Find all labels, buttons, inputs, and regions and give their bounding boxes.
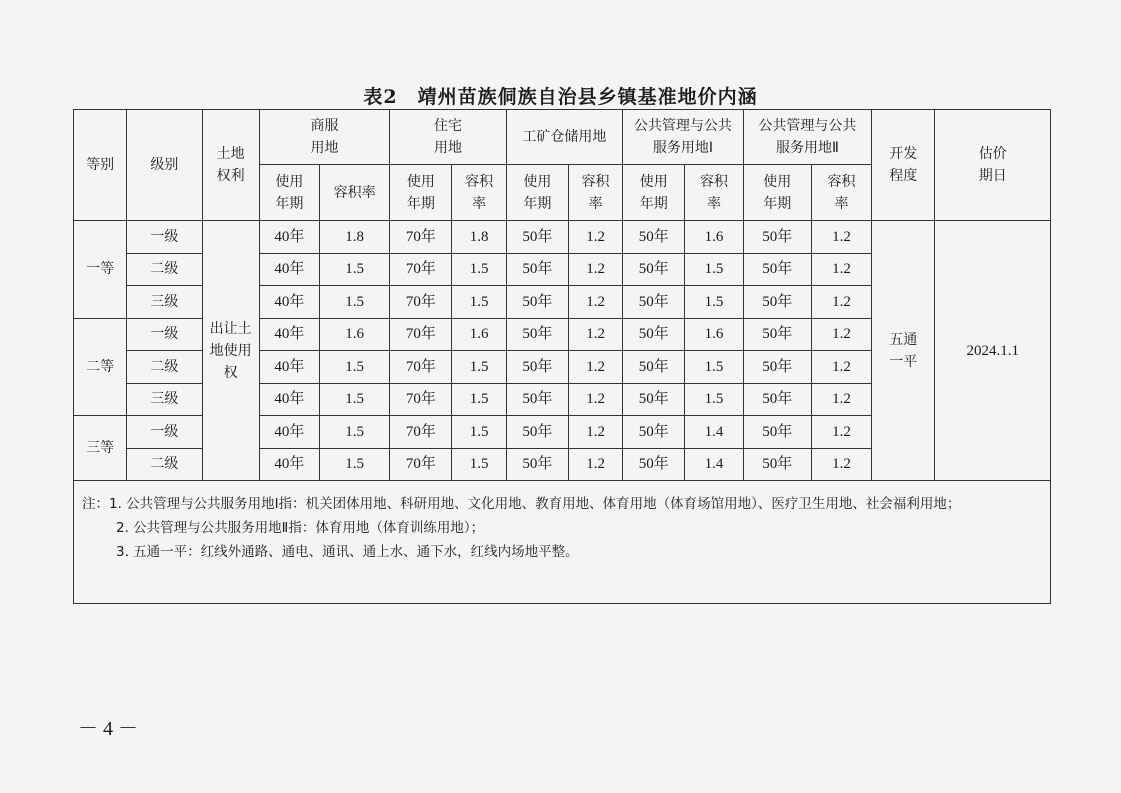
far-cell: 1.2: [811, 286, 871, 319]
far-cell: 1.5: [452, 286, 506, 319]
far-cell: 1.5: [319, 286, 389, 319]
term-cell: 50年: [506, 286, 568, 319]
header-public-1: 公共管理与公共 服务用地Ⅰ: [623, 110, 743, 165]
term-cell: 50年: [623, 448, 685, 481]
far-cell: 1.6: [685, 221, 743, 254]
level-cell: 三级: [127, 286, 202, 319]
term-cell: 50年: [743, 253, 811, 286]
term-cell: 50年: [623, 286, 685, 319]
level-cell: 二级: [127, 351, 202, 384]
subheader-term: 使用 年期: [623, 165, 685, 221]
grade-cell: 三等: [74, 416, 127, 481]
far-cell: 1.5: [685, 286, 743, 319]
level-cell: 一级: [127, 318, 202, 351]
header-residential: 住宅 用地: [390, 110, 506, 165]
far-cell: 1.5: [685, 383, 743, 416]
term-cell: 50年: [743, 286, 811, 319]
term-cell: 40年: [259, 448, 319, 481]
far-cell: 1.5: [452, 416, 506, 449]
level-cell: 一级: [127, 416, 202, 449]
level-cell: 二级: [127, 253, 202, 286]
subheader-far: 容积 率: [568, 165, 622, 221]
far-cell: 1.6: [319, 318, 389, 351]
term-cell: 50年: [506, 318, 568, 351]
far-cell: 1.5: [452, 253, 506, 286]
far-cell: 1.2: [568, 286, 622, 319]
term-cell: 70年: [390, 286, 452, 319]
header-public-2: 公共管理与公共 服务用地Ⅱ: [743, 110, 872, 165]
term-cell: 40年: [259, 318, 319, 351]
header-industrial: 工矿仓储用地: [506, 110, 622, 165]
far-cell: 1.2: [811, 318, 871, 351]
header-level: 级别: [127, 110, 202, 221]
far-cell: 1.2: [568, 318, 622, 351]
grade-cell: 二等: [74, 318, 127, 416]
level-cell: 二级: [127, 448, 202, 481]
page-title: 表2 靖州苗族侗族自治县乡镇基准地价内涵: [363, 86, 758, 108]
header-grade: 等别: [74, 110, 127, 221]
land-right-cell: 出让土 地使用 权: [202, 221, 259, 481]
term-cell: 70年: [390, 383, 452, 416]
term-cell: 70年: [390, 318, 452, 351]
subheader-term: 使用 年期: [743, 165, 811, 221]
term-cell: 50年: [506, 416, 568, 449]
header-commercial: 商服 用地: [259, 110, 390, 165]
date-cell: 2024.1.1: [935, 221, 1051, 481]
far-cell: 1.5: [452, 448, 506, 481]
note-1: 注：1. 公共管理与公共服务用地Ⅰ指：机关团体用地、科研用地、文化用地、教育用地、体育用地（体育场馆用地）、医疗卫生用地、社会福利用地；: [82, 496, 961, 512]
term-cell: 40年: [259, 383, 319, 416]
far-cell: 1.2: [811, 383, 871, 416]
term-cell: 50年: [743, 448, 811, 481]
far-cell: 1.2: [811, 448, 871, 481]
far-cell: 1.5: [685, 253, 743, 286]
term-cell: 50年: [743, 318, 811, 351]
far-cell: 1.2: [811, 416, 871, 449]
term-cell: 50年: [743, 383, 811, 416]
header-dev: 开发 程度: [872, 110, 935, 221]
far-cell: 1.2: [568, 416, 622, 449]
term-cell: 50年: [623, 383, 685, 416]
far-cell: 1.2: [811, 253, 871, 286]
term-cell: 50年: [506, 383, 568, 416]
term-cell: 50年: [506, 351, 568, 384]
term-cell: 70年: [390, 448, 452, 481]
subheader-far: 容积 率: [452, 165, 506, 221]
far-cell: 1.8: [452, 221, 506, 254]
subheader-term: 使用 年期: [390, 165, 452, 221]
subheader-far: 容积 率: [811, 165, 871, 221]
far-cell: 1.5: [319, 416, 389, 449]
subheader-term: 使用 年期: [506, 165, 568, 221]
subheader-far: 容积 率: [685, 165, 743, 221]
notes: [73, 478, 1051, 604]
far-cell: 1.5: [319, 383, 389, 416]
term-cell: 70年: [390, 253, 452, 286]
header-land-right: 土地 权利: [202, 110, 259, 221]
term-cell: 70年: [390, 351, 452, 384]
far-cell: 1.6: [452, 318, 506, 351]
header-date: 估价 期日: [935, 110, 1051, 221]
term-cell: 70年: [390, 221, 452, 254]
far-cell: 1.4: [685, 448, 743, 481]
level-cell: 一级: [127, 221, 202, 254]
term-cell: 40年: [259, 286, 319, 319]
term-cell: 50年: [506, 253, 568, 286]
level-cell: 三级: [127, 383, 202, 416]
far-cell: 1.5: [452, 383, 506, 416]
far-cell: 1.2: [568, 253, 622, 286]
far-cell: 1.5: [685, 351, 743, 384]
note-3: 3. 五通一平：红线外通路、通电、通讯、通上水、通下水，红线内场地平整。: [116, 544, 579, 560]
subheader-far: 容积率: [319, 165, 389, 221]
far-cell: 1.2: [811, 221, 871, 254]
grade-cell: 一等: [74, 221, 127, 319]
far-cell: 1.2: [811, 351, 871, 384]
land-price-table: [73, 109, 1051, 481]
far-cell: 1.5: [319, 351, 389, 384]
far-cell: 1.5: [452, 351, 506, 384]
term-cell: 50年: [506, 221, 568, 254]
far-cell: 1.5: [319, 253, 389, 286]
subheader-term: 使用 年期: [259, 165, 319, 221]
far-cell: 1.2: [568, 383, 622, 416]
term-cell: 50年: [623, 351, 685, 384]
term-cell: 50年: [743, 351, 811, 384]
page-number: － 4 －: [78, 718, 138, 740]
term-cell: 50年: [623, 253, 685, 286]
term-cell: 50年: [623, 318, 685, 351]
term-cell: 40年: [259, 416, 319, 449]
term-cell: 40年: [259, 351, 319, 384]
far-cell: 1.8: [319, 221, 389, 254]
term-cell: 40年: [259, 253, 319, 286]
far-cell: 1.6: [685, 318, 743, 351]
far-cell: 1.2: [568, 351, 622, 384]
term-cell: 70年: [390, 416, 452, 449]
term-cell: 50年: [743, 221, 811, 254]
dev-cell: 五通 一平: [872, 221, 935, 481]
table-row: [74, 221, 1051, 254]
term-cell: 50年: [743, 416, 811, 449]
far-cell: 1.4: [685, 416, 743, 449]
term-cell: 50年: [623, 221, 685, 254]
term-cell: 50年: [506, 448, 568, 481]
far-cell: 1.5: [319, 448, 389, 481]
note-2: 2. 公共管理与公共服务用地Ⅱ指：体育用地（体育训练用地）；: [116, 520, 485, 536]
far-cell: 1.2: [568, 221, 622, 254]
term-cell: 50年: [623, 416, 685, 449]
term-cell: 40年: [259, 221, 319, 254]
far-cell: 1.2: [568, 448, 622, 481]
